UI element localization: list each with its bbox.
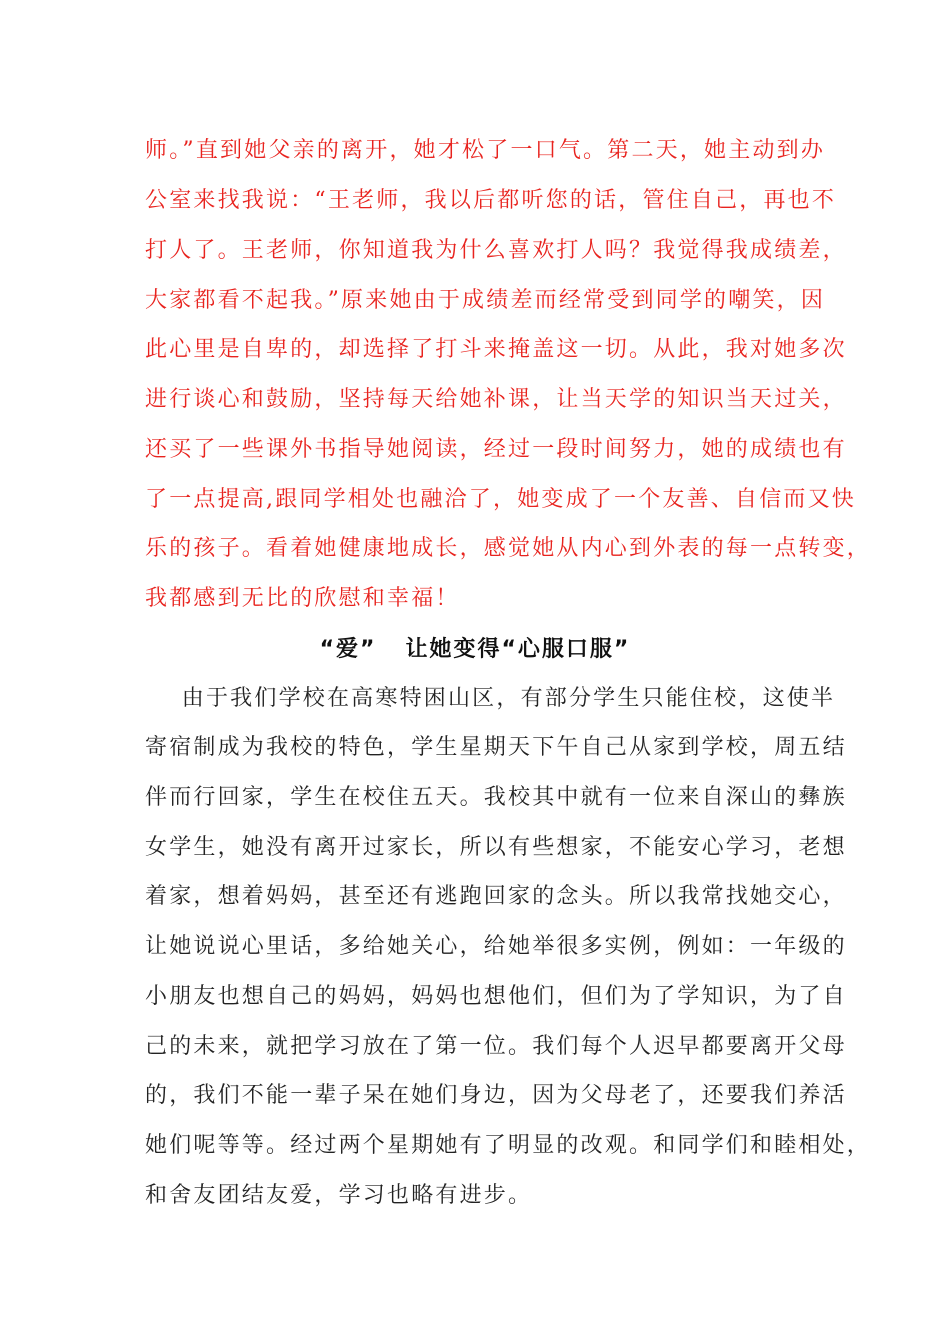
story1-line-9: 乐的孩子。看着她健康地成长，感觉她从内心到外表的每一点转变， <box>145 536 872 561</box>
story2-line-7: 小朋友也想自己的妈妈，妈妈也想他们，但们为了学知识，为了自 <box>145 984 847 1009</box>
story1-line-5: 此心里是自卑的，却选择了打斗来掩盖这一切。从此，我对她多次 <box>145 337 847 362</box>
story1-line-6: 进行谈心和鼓励，坚持每天给她补课，让当天学的知识当天过关， <box>145 387 847 412</box>
story1-line-4: 大家都看不起我。”原来她由于成绩差而经常受到同学的嘲笑，因 <box>145 288 826 313</box>
story2-line-4: 女学生，她没有离开过家长，所以有些想家，不能安心学习，老想 <box>145 835 847 860</box>
story2-line-6: 让她说说心里话，多给她关心，给她举很多实例，例如：一年级的 <box>145 934 847 959</box>
story2-line-11: 和舍友团结友爱，学习也略有进步。 <box>145 1183 533 1208</box>
story1-line-3: 打人了。王老师，你知道我为什么喜欢打人吗？我觉得我成绩差， <box>145 238 847 263</box>
story1-line-2: 公室来找我说：“王老师，我以后都听您的话，管住自己，再也不 <box>145 188 837 213</box>
story2-line-1: 由于我们学校在高寒特困山区，有部分学生只能住校，这使半 <box>145 686 836 711</box>
story2-line-3: 伴而行回家，学生在校住五天。我校其中就有一位来自深山的彝族 <box>145 785 847 810</box>
section-title: “爱” 让她变得“心服口服” <box>319 637 631 662</box>
story2-line-5: 着家，想着妈妈，甚至还有逃跑回家的念头。所以我常找她交心， <box>145 884 847 909</box>
story2-line-2: 寄宿制成为我校的特色，学生星期天下午自己从家到学校，周五结 <box>145 735 847 760</box>
story2-line-9: 的，我们不能一辈子呆在她们身边，因为父母老了，还要我们养活 <box>145 1083 847 1108</box>
story1-line-1: 师。”直到她父亲的离开，她才松了一口气。第二天，她主动到办 <box>145 138 826 163</box>
story1-line-10: 我都感到无比的欣慰和幸福！ <box>145 586 460 611</box>
story2-line-10: 她们呢等等。经过两个星期她有了明显的改观。和同学们和睦相处， <box>145 1133 872 1158</box>
story1-line-8: 了一点提高,跟同学相处也融洽了，她变成了一个友善、自信而又快 <box>145 487 856 512</box>
story1-line-7: 还买了一些课外书指导她阅读，经过一段时间努力，她的成绩也有 <box>145 437 847 462</box>
story2-line-8: 己的未来，就把学习放在了第一位。我们每个人迟早都要离开父母 <box>145 1034 847 1059</box>
